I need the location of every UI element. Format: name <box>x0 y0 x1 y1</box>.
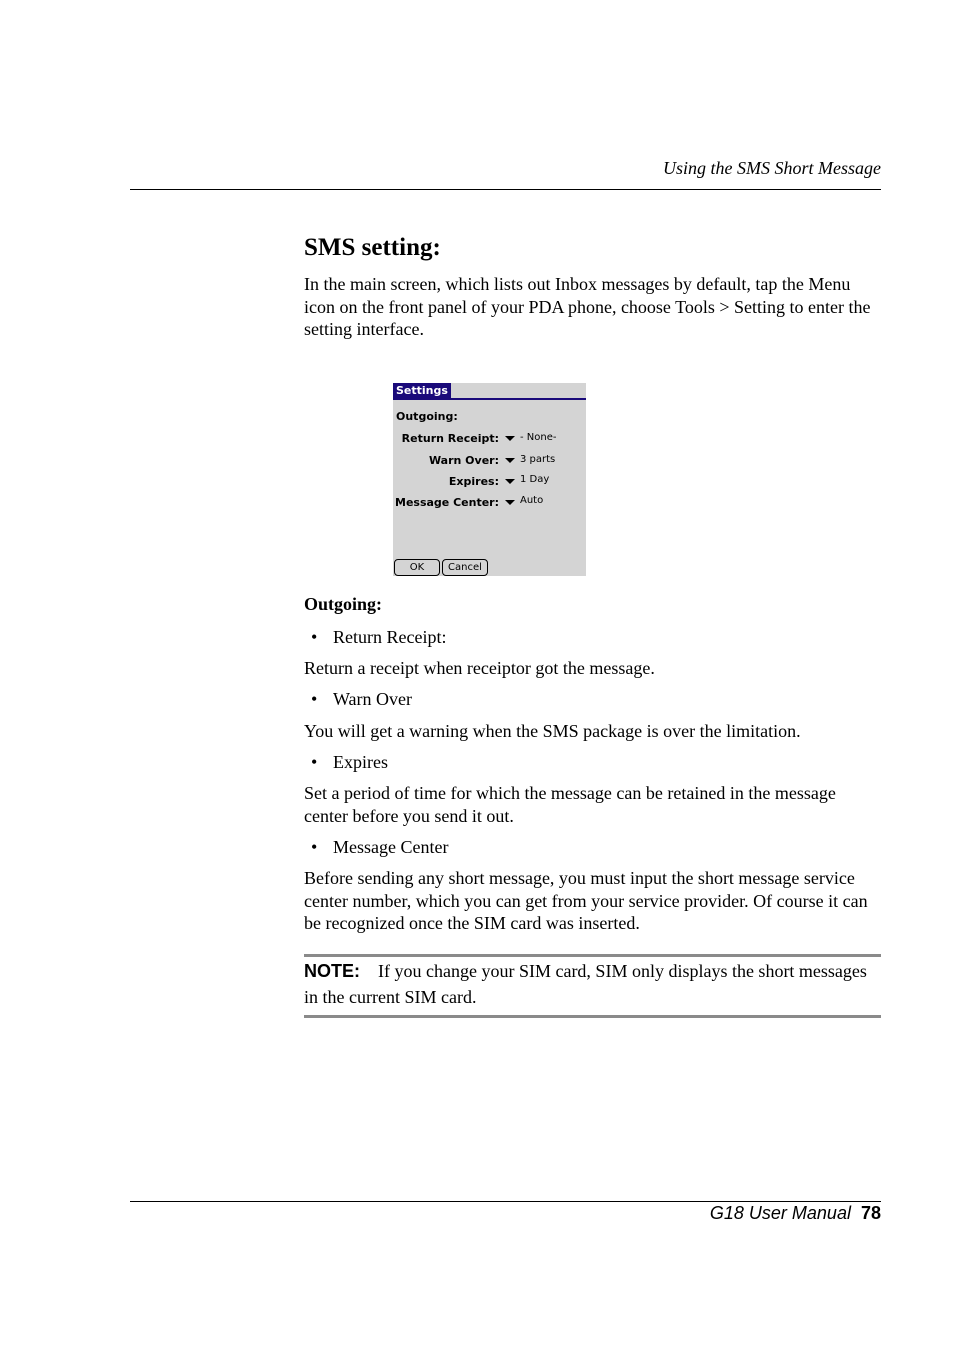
note-top-rule <box>304 954 881 957</box>
dropdown-arrow-icon[interactable] <box>505 436 515 441</box>
screenshot-section-label: Outgoing: <box>396 410 458 423</box>
note-label: NOTE: <box>304 961 360 981</box>
ok-button[interactable]: OK <box>394 559 440 576</box>
expires-value[interactable]: 1 Day <box>520 474 550 485</box>
titlebar-underline <box>393 398 586 400</box>
settings-screenshot <box>393 383 586 576</box>
bullet-item: • Return Receipt: <box>311 627 447 647</box>
expires-label: Expires: <box>448 475 499 488</box>
intro-paragraph: In the main screen, which lists out Inbox messages by default, tap the Menu icon on the front panel of your PDA phone, choose Tools > Setting to enter the setting interface. <box>304 274 871 339</box>
return-receipt-value[interactable]: - None- <box>520 432 557 443</box>
return-receipt-label: Return Receipt: <box>401 432 499 445</box>
bullet-description: Set a period of time for which the message can be retained in the message center before you send it out. <box>304 783 836 826</box>
bullet-text: Message Center <box>333 837 449 857</box>
note-bottom-rule <box>304 1015 881 1018</box>
cancel-button[interactable]: Cancel <box>442 559 488 576</box>
bullet-text: Warn Over <box>333 689 413 709</box>
manual-title: G18 User Manual <box>709 1203 851 1223</box>
section-title: SMS setting: <box>304 234 441 261</box>
note-box <box>304 958 881 1010</box>
bullet-text: Expires <box>333 752 388 772</box>
dropdown-arrow-icon[interactable] <box>505 479 515 484</box>
page-number: 78 <box>860 1203 881 1223</box>
running-header: Using the SMS Short Message <box>663 158 881 178</box>
warn-over-label: Warn Over: <box>428 454 499 467</box>
dropdown-arrow-icon[interactable] <box>505 458 515 463</box>
dropdown-arrow-icon[interactable] <box>505 500 515 505</box>
bullet-item: • Expires <box>311 752 388 772</box>
bullet-description: Before sending any short message, you must input the short message service center number, which you can get from your service provider. Of course it can be recognized once the SIM card was inserted. <box>304 868 868 933</box>
outgoing-heading: Outgoing: <box>304 594 383 614</box>
header-rule <box>130 189 881 190</box>
bullet-description: Return a receipt when receiptor got the message. <box>304 658 655 678</box>
warn-over-value[interactable]: 3 parts <box>520 454 556 465</box>
footer-rule <box>130 1201 881 1202</box>
screenshot-title: Settings <box>393 383 451 399</box>
bullet-item: • Message Center <box>311 837 449 857</box>
bullet-text: Return Receipt: <box>333 627 447 647</box>
bullet-item: • Warn Over <box>311 689 413 709</box>
page-footer <box>710 1203 881 1224</box>
message-center-label: Message Center: <box>395 496 499 509</box>
note-text: If you change your SIM card, SIM only displays the short messages in the current SIM card. <box>304 961 867 1007</box>
message-center-value[interactable]: Auto <box>520 495 544 506</box>
bullet-description: You will get a warning when the SMS package is over the limitation. <box>304 721 801 741</box>
screenshot-titlebar <box>393 383 586 400</box>
